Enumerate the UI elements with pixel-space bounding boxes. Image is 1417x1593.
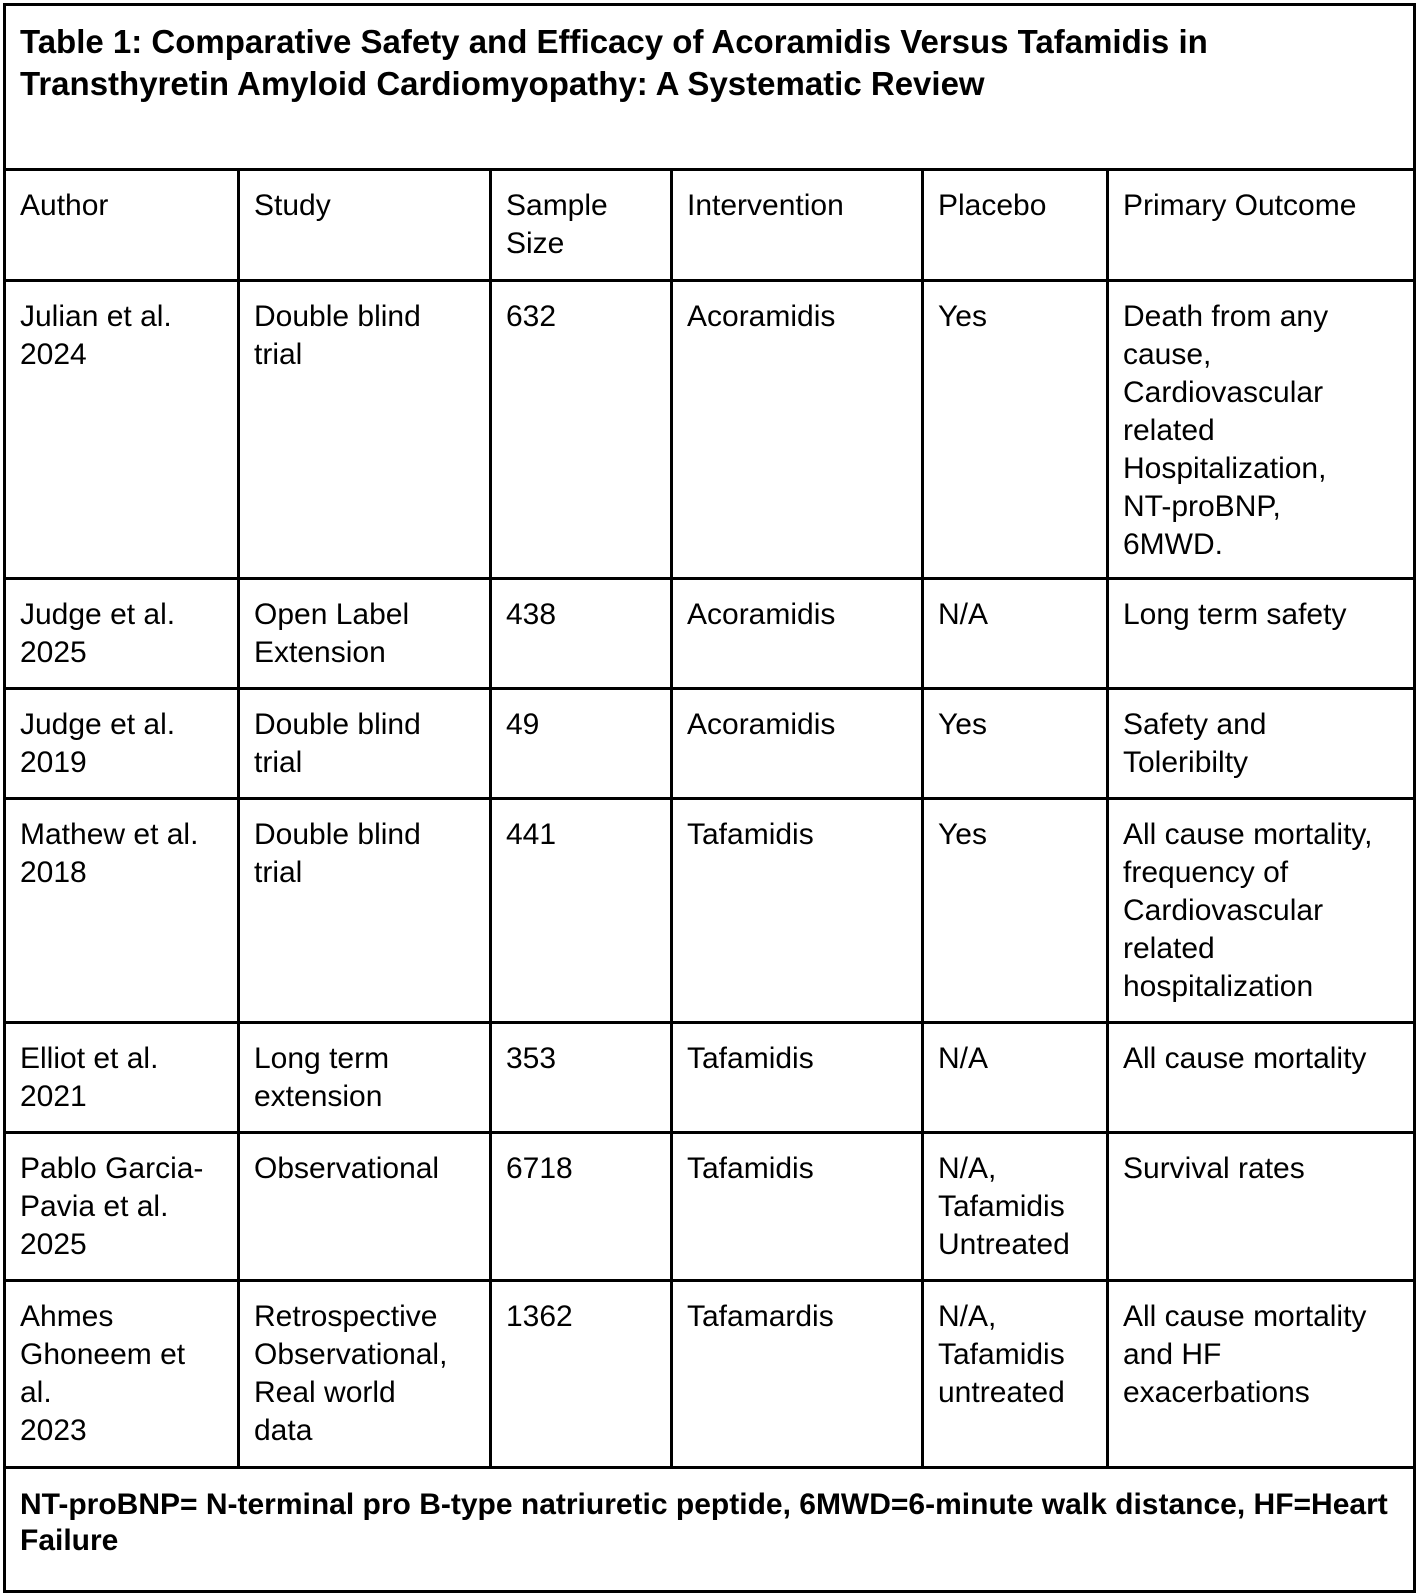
column-header-intervention: Intervention (672, 170, 923, 281)
table-footnote: NT-proBNP= N-terminal pro B-type natriuretic peptide, 6MWD=6-minute walk distance, HF=Heart Failure (5, 1468, 1415, 1592)
placebo-cell: Yes (923, 799, 1108, 1023)
table-row (5, 1281, 1415, 1468)
primary-outcome-cell: All cause mortality (1108, 1023, 1415, 1133)
placebo-cell: Yes (923, 689, 1108, 799)
primary-outcome-cell: Safety and Toleribilty (1108, 689, 1415, 799)
author-cell: Elliot et al. 2021 (5, 1023, 239, 1133)
sample-size-cell: 6718 (491, 1133, 672, 1281)
primary-outcome-cell: Survival rates (1108, 1133, 1415, 1281)
author-cell: Judge et al. 2025 (5, 579, 239, 689)
study-cell: Long term extension (239, 1023, 491, 1133)
column-header-primary-outcome: Primary Outcome (1108, 170, 1415, 281)
placebo-cell: N/A (923, 579, 1108, 689)
intervention-cell: Acoramidis (672, 579, 923, 689)
sample-size-cell: 438 (491, 579, 672, 689)
study-cell: Double blind trial (239, 689, 491, 799)
table-row (5, 1023, 1415, 1133)
study-cell: Retrospective Observational, Real world data (239, 1281, 491, 1468)
sample-size-cell: 441 (491, 799, 672, 1023)
sample-size-cell: 49 (491, 689, 672, 799)
intervention-cell: Tafamardis (672, 1281, 923, 1468)
author-cell: Mathew et al. 2018 (5, 799, 239, 1023)
header-row (5, 170, 1415, 281)
primary-outcome-cell: Long term safety (1108, 579, 1415, 689)
table-title: Table 1: Comparative Safety and Efficacy of Acoramidis Versus Tafamidis in Transthyretin Amyloid Cardiomyopathy: A Systematic Review (5, 5, 1415, 170)
intervention-cell: Acoramidis (672, 689, 923, 799)
primary-outcome-cell: All cause mortality and HF exacerbations (1108, 1281, 1415, 1468)
placebo-cell: N/A (923, 1023, 1108, 1133)
author-cell: Ahmes Ghoneem et al. 2023 (5, 1281, 239, 1468)
author-cell: Judge et al. 2019 (5, 689, 239, 799)
intervention-cell: Acoramidis (672, 281, 923, 579)
table-row (5, 689, 1415, 799)
primary-outcome-cell: Death from any cause, Cardiovascular related Hospitalization, NT-proBNP, 6MWD. (1108, 281, 1415, 579)
intervention-cell: Tafamidis (672, 1023, 923, 1133)
placebo-cell: Yes (923, 281, 1108, 579)
column-header-study: Study (239, 170, 491, 281)
study-cell: Double blind trial (239, 799, 491, 1023)
intervention-cell: Tafamidis (672, 1133, 923, 1281)
column-header-author: Author (5, 170, 239, 281)
study-cell: Observational (239, 1133, 491, 1281)
column-header-sample-size: Sample Size (491, 170, 672, 281)
intervention-cell: Tafamidis (672, 799, 923, 1023)
table-row (5, 281, 1415, 579)
study-cell: Open Label Extension (239, 579, 491, 689)
primary-outcome-cell: All cause mortality, frequency of Cardiovascular related hospitalization (1108, 799, 1415, 1023)
column-header-placebo: Placebo (923, 170, 1108, 281)
footnote-row (5, 1468, 1415, 1592)
placebo-cell: N/A, Tafamidis untreated (923, 1281, 1108, 1468)
title-row (5, 5, 1415, 170)
sample-size-cell: 353 (491, 1023, 672, 1133)
placebo-cell: N/A, Tafamidis Untreated (923, 1133, 1108, 1281)
author-cell: Pablo Garcia- Pavia et al. 2025 (5, 1133, 239, 1281)
study-cell: Double blind trial (239, 281, 491, 579)
sample-size-cell: 1362 (491, 1281, 672, 1468)
table-row (5, 579, 1415, 689)
table-row (5, 1133, 1415, 1281)
sample-size-cell: 632 (491, 281, 672, 579)
table-row (5, 799, 1415, 1023)
systematic-review-table (3, 3, 1416, 1593)
author-cell: Julian et al. 2024 (5, 281, 239, 579)
